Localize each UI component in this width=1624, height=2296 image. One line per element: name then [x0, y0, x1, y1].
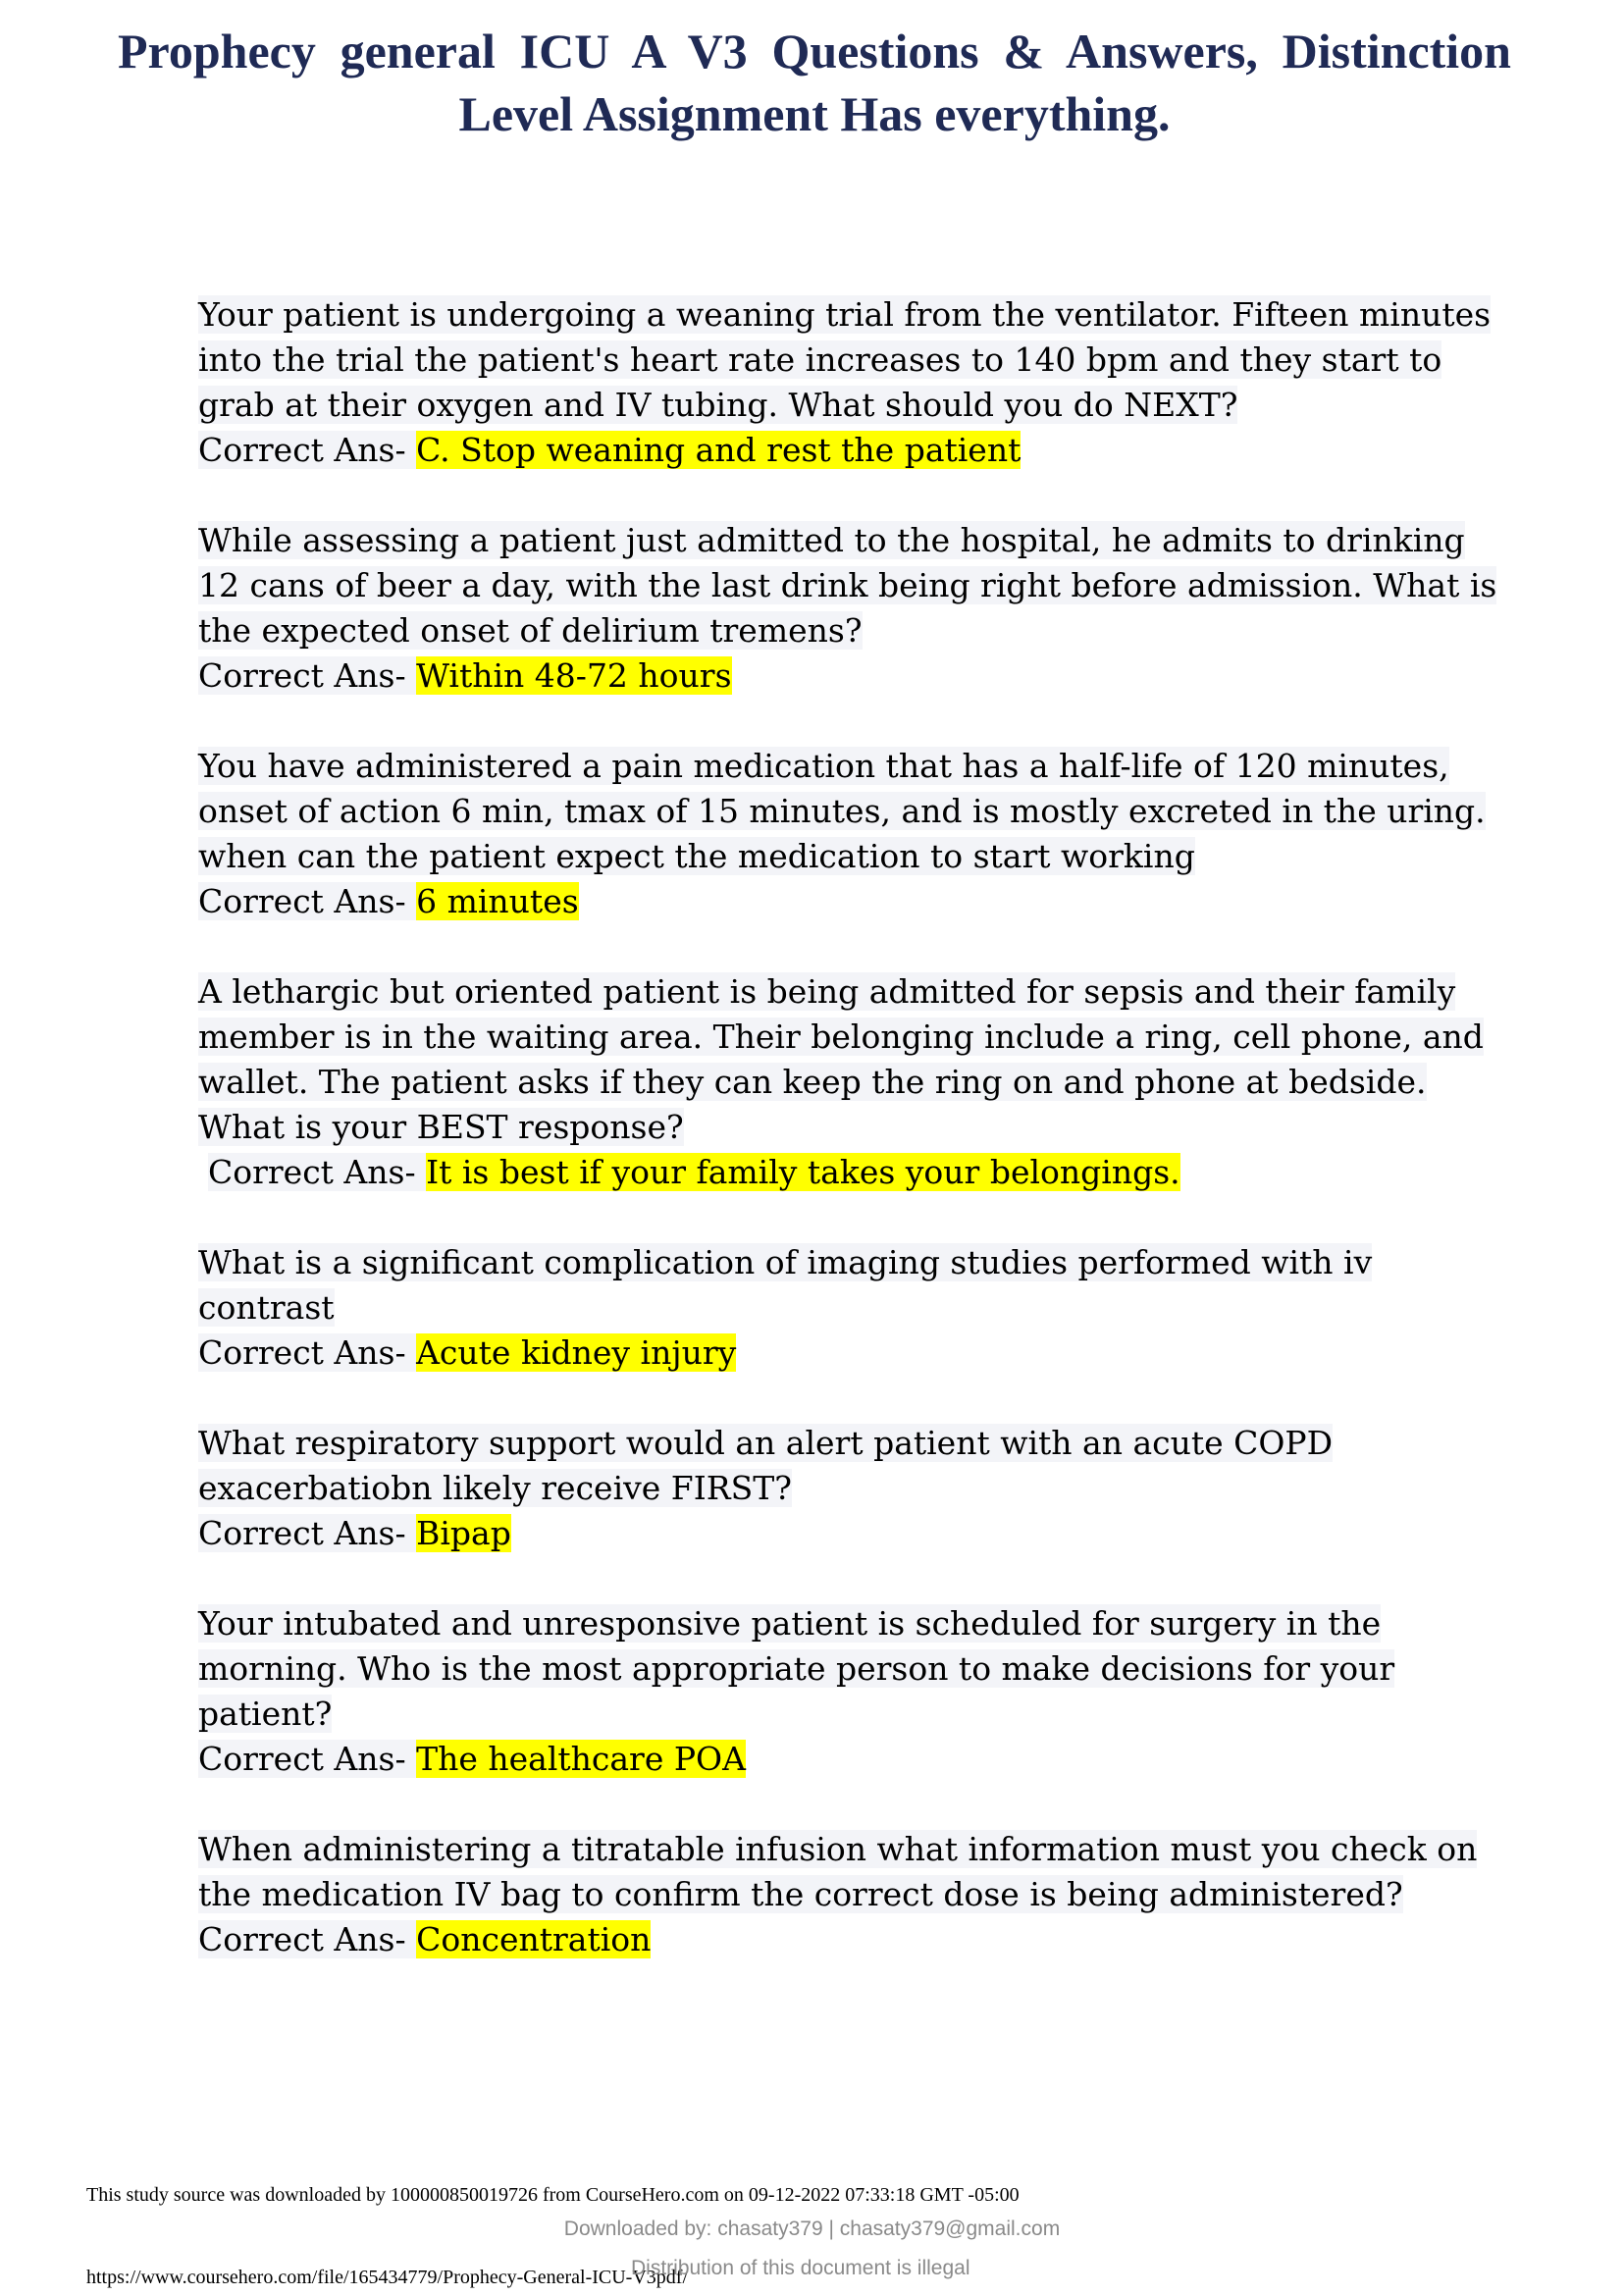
answer-label: Correct Ans-	[198, 1333, 417, 1372]
title-line-2: Level Assignment Has everything.	[458, 86, 1171, 141]
footer-distribution-notice: Distribution of this document is illegal	[631, 2257, 970, 2279]
highlighted-answer: The healthcare POA	[416, 1740, 746, 1778]
highlighted-answer: Concentration	[416, 1920, 652, 1958]
answer-label: Correct Ans-	[208, 1153, 427, 1191]
qa-item	[198, 1421, 1533, 1556]
page-title	[118, 20, 1511, 145]
highlighted-answer: It is best if your family takes your belongings.	[426, 1153, 1180, 1191]
qa-item	[198, 969, 1533, 1195]
question-line: When administering a titratable infusion what information must you check on	[198, 1830, 1478, 1868]
qa-item	[198, 1601, 1533, 1782]
highlighted-answer: Within 48-72 hours	[416, 656, 732, 695]
question-line: wallet. The patient asks if they can keep the ring on and phone at bedside.	[198, 1063, 1427, 1101]
answer-line	[198, 1150, 1533, 1195]
answer-label: Correct Ans-	[198, 431, 417, 469]
answer-label: Correct Ans-	[198, 882, 417, 920]
question-line: 12 cans of beer a day, with the last drink being right before admission. What is	[198, 566, 1497, 604]
footer-url-link[interactable]: https://www.coursehero.com/file/165434779/Prophecy-General-ICU-V3pdf/	[86, 2267, 688, 2288]
answer-line	[198, 879, 1533, 924]
question-line: morning. Who is the most appropriate person to make decisions for your	[198, 1649, 1395, 1688]
qa-item	[198, 292, 1533, 473]
question-line: when can the patient expect the medication to start working	[198, 837, 1195, 875]
answer-line	[198, 653, 1533, 699]
answer-line	[198, 1917, 1533, 1962]
question-line: What is a significant complication of imaging studies performed with iv	[198, 1243, 1373, 1281]
question-line: A lethargic but oriented patient is being admitted for sepsis and their family	[198, 972, 1456, 1011]
footer-downloaded-by: Downloaded by: chasaty379 | chasaty379@gmail.com	[563, 2218, 1061, 2240]
highlighted-answer: 6 minutes	[416, 882, 579, 920]
footer-source-notice: This study source was downloaded by 100000850019726 from CourseHero.com on 09-12-2022 07:33:18 GMT -05:00	[86, 2184, 1020, 2206]
qa-list	[198, 292, 1533, 2008]
answer-line	[198, 1511, 1533, 1556]
question-line: into the trial the patient's heart rate increases to 140 bpm and they start to	[198, 340, 1442, 379]
answer-label: Correct Ans-	[198, 656, 417, 695]
answer-label: Correct Ans-	[198, 1740, 417, 1778]
question-line: contrast	[198, 1288, 335, 1327]
title-line-1: Prophecy general ICU A V3 Questions & Answers, Distinction	[118, 24, 1511, 78]
answer-line	[198, 1331, 1533, 1376]
question-line: patient?	[198, 1695, 333, 1733]
highlighted-answer: Acute kidney injury	[416, 1333, 737, 1372]
question-line: What is your BEST response?	[198, 1108, 684, 1146]
answer-line	[198, 428, 1533, 473]
question-line: the medication IV bag to confirm the correct dose is being administered?	[198, 1875, 1403, 1913]
question-line: exacerbatiobn likely receive FIRST?	[198, 1469, 792, 1507]
question-line: the expected onset of delirium tremens?	[198, 611, 863, 650]
question-line: Your patient is undergoing a weaning trial from the ventilator. Fifteen minutes	[198, 295, 1492, 334]
question-line: onset of action 6 min, tmax of 15 minutes, and is mostly excreted in the uring.	[198, 792, 1486, 830]
question-line: Your intubated and unresponsive patient is scheduled for surgery in the	[198, 1604, 1382, 1643]
answer-label: Correct Ans-	[198, 1514, 417, 1552]
qa-item	[198, 744, 1533, 924]
question-line: You have administered a pain medication that has a half-life of 120 minutes,	[198, 747, 1449, 785]
qa-item	[198, 1240, 1533, 1376]
highlighted-answer: C. Stop weaning and rest the patient	[416, 431, 1022, 469]
qa-item	[198, 518, 1533, 699]
answer-line	[198, 1737, 1533, 1782]
highlighted-answer: Bipap	[416, 1514, 511, 1552]
question-line: While assessing a patient just admitted to the hospital, he admits to drinking	[198, 521, 1465, 559]
question-line: member is in the waiting area. Their belonging include a ring, cell phone, and	[198, 1018, 1484, 1056]
qa-item	[198, 1827, 1533, 1962]
question-line: What respiratory support would an alert patient with an acute COPD	[198, 1424, 1334, 1462]
question-line: grab at their oxygen and IV tubing. What should you do NEXT?	[198, 386, 1238, 424]
answer-label: Correct Ans-	[198, 1920, 417, 1958]
